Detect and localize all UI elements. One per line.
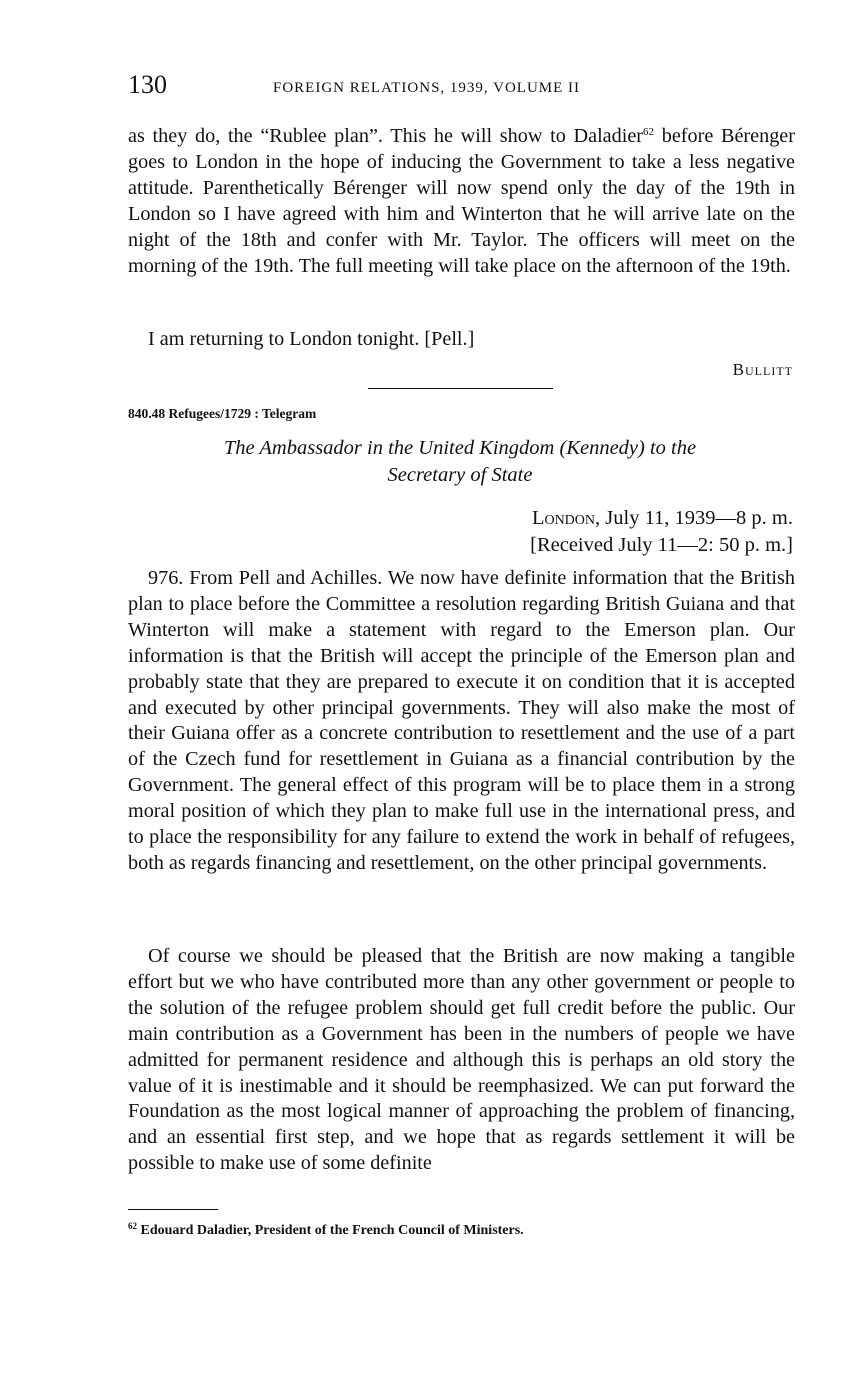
running-title: FOREIGN RELATIONS, 1939, VOLUME II bbox=[273, 80, 581, 96]
page-number: 130 bbox=[128, 70, 167, 99]
dateline bbox=[530, 505, 793, 559]
document-title-line-1: The Ambassador in the United Kingdom (Kennedy) to the bbox=[223, 437, 697, 459]
dateline-place: London bbox=[531, 507, 596, 529]
footnote-text: Edouard Daladier, President of the French Council of Ministers. bbox=[140, 1223, 524, 1238]
telegram-paragraph-2: Of course we should be pleased that the British are now making a tangible effort but we who have contributed more than any other government or people to the solution of the refugee problem should get full credit before the public. Our main contribution as a Government has been in the numbers of people we have admitted for permanent residence and although this is perhaps an old story the value of it is inestimable and it should be reemphasized. We can put forward the Foundation as the most logical manner of approaching the problem of financing, and an essential first step, and we hope that as regards settlement it will be possible to make use of some definite bbox=[128, 945, 795, 1175]
file-reference: 840.48 Refugees/1729 : Telegram bbox=[128, 406, 317, 421]
document-title-line-2: Secretary of State bbox=[387, 464, 533, 486]
continuation-text-end: before Bérenger goes to London in the hope of inducing the Government to take a less negative attitude. Parenthetically Bérenger will now spend only the day of the 19th in London so I have agreed with him and Winterton that he will arrive late on the night of the 18th and confer with Mr. Taylor. The officers will meet on the morning of the 19th. The full meeting will take place on the afternoon of the 19th. bbox=[128, 125, 795, 277]
dateline-date: , July 11, 1939—8 p. m. bbox=[595, 507, 793, 529]
dateline-received: [Received July 11—2: 50 p. m.] bbox=[530, 534, 793, 556]
footnote bbox=[128, 1222, 524, 1240]
footnote-mark: 62 bbox=[128, 1221, 137, 1231]
document-title bbox=[130, 435, 790, 489]
section-divider bbox=[368, 388, 553, 389]
closing-line: I am returning to London tonight. [Pell.] bbox=[148, 328, 475, 350]
continuation-paragraph bbox=[128, 124, 795, 279]
running-head bbox=[128, 70, 768, 100]
signature: Bullitt bbox=[732, 360, 793, 379]
footnote-divider bbox=[128, 1209, 218, 1210]
continuation-text-start: as they do, the “Rublee plan”. This he will show to Daladier bbox=[128, 125, 644, 147]
footnote-reference[interactable]: 62 bbox=[643, 126, 655, 138]
dateline-sent bbox=[530, 505, 793, 532]
telegram-paragraph-1: 976. From Pell and Achilles. We now have definite information that the British plan to place before the Committee a resolution regarding British Guiana and that Winterton will make a statement with regard to the Emerson plan. Our information is that the British will accept the principle of the Emerson plan and probably state that they are prepared to execute it on condition that it is accepted and executed by other principal governments. They will also make the most of their Guiana offer as a concrete contribution to resettlement and the use of a part of the Czech fund for resettlement in Guiana as a financial contribution by the Government. The general effect of this program will be to place them in a strong moral position of which they plan to make full use in the international press, and to place the responsibility for any failure to extend the work in behalf of refugees, both as regards financing and resettlement, on the other principal governments. bbox=[128, 567, 795, 874]
